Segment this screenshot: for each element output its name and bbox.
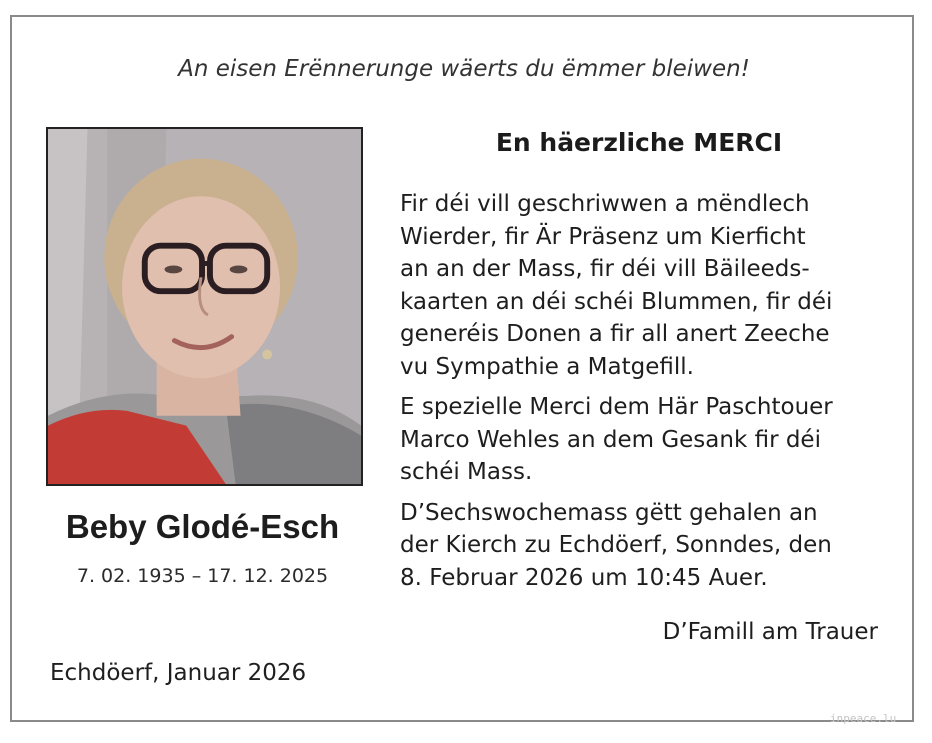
text-line: an an der Mass, fir déi vill Bäileeds- [400, 256, 810, 282]
portrait-image [48, 129, 361, 484]
text-line: 8. Februar 2026 um 10:45 Auer. [400, 564, 768, 591]
text-line: generéis Donen a fir all anert Zeeche [400, 321, 830, 347]
life-dates: 7. 02. 1935 – 17. 12. 2025 [76, 565, 329, 587]
text-line: E spezielle Merci dem Här Paschtouer [400, 394, 833, 420]
thanks-paragraph [400, 188, 890, 383]
text-line: vu Sympathie a Matgefill. [400, 353, 694, 380]
text-line: D’Sechswochemass gëtt gehalen an [400, 499, 818, 526]
text-line: der Kierch zu Echdöerf, Sonndes, den [400, 532, 832, 558]
special-thanks-paragraph [400, 391, 890, 489]
memorial-motto: An eisen Erënnerunge wäerts du ëmmer bleiwen! [178, 56, 750, 82]
portrait-photo [46, 127, 363, 486]
thanks-heading: En häerzliche MERCI [495, 128, 783, 157]
thanks-body [400, 188, 890, 602]
text-line: Marco Wehles an dem Gesank fir déi [400, 426, 821, 453]
deceased-name: Beby Glodé-Esch [65, 508, 340, 545]
text-line: Fir déi vill geschriwwen a mëndlech [400, 191, 810, 217]
text-line: Wierder, fir Är Präsenz um Kierficht [400, 223, 806, 250]
site-watermark: inpeace.lu [830, 712, 897, 725]
place-and-date: Echdöerf, Januar 2026 [50, 660, 307, 686]
mass-announcement-paragraph [400, 497, 890, 595]
text-line: schéi Mass. [400, 459, 533, 485]
text-line: kaarten an déi schéi Blummen, fir déi [400, 288, 833, 315]
family-signature: D’Famill am Trauer [662, 619, 878, 645]
